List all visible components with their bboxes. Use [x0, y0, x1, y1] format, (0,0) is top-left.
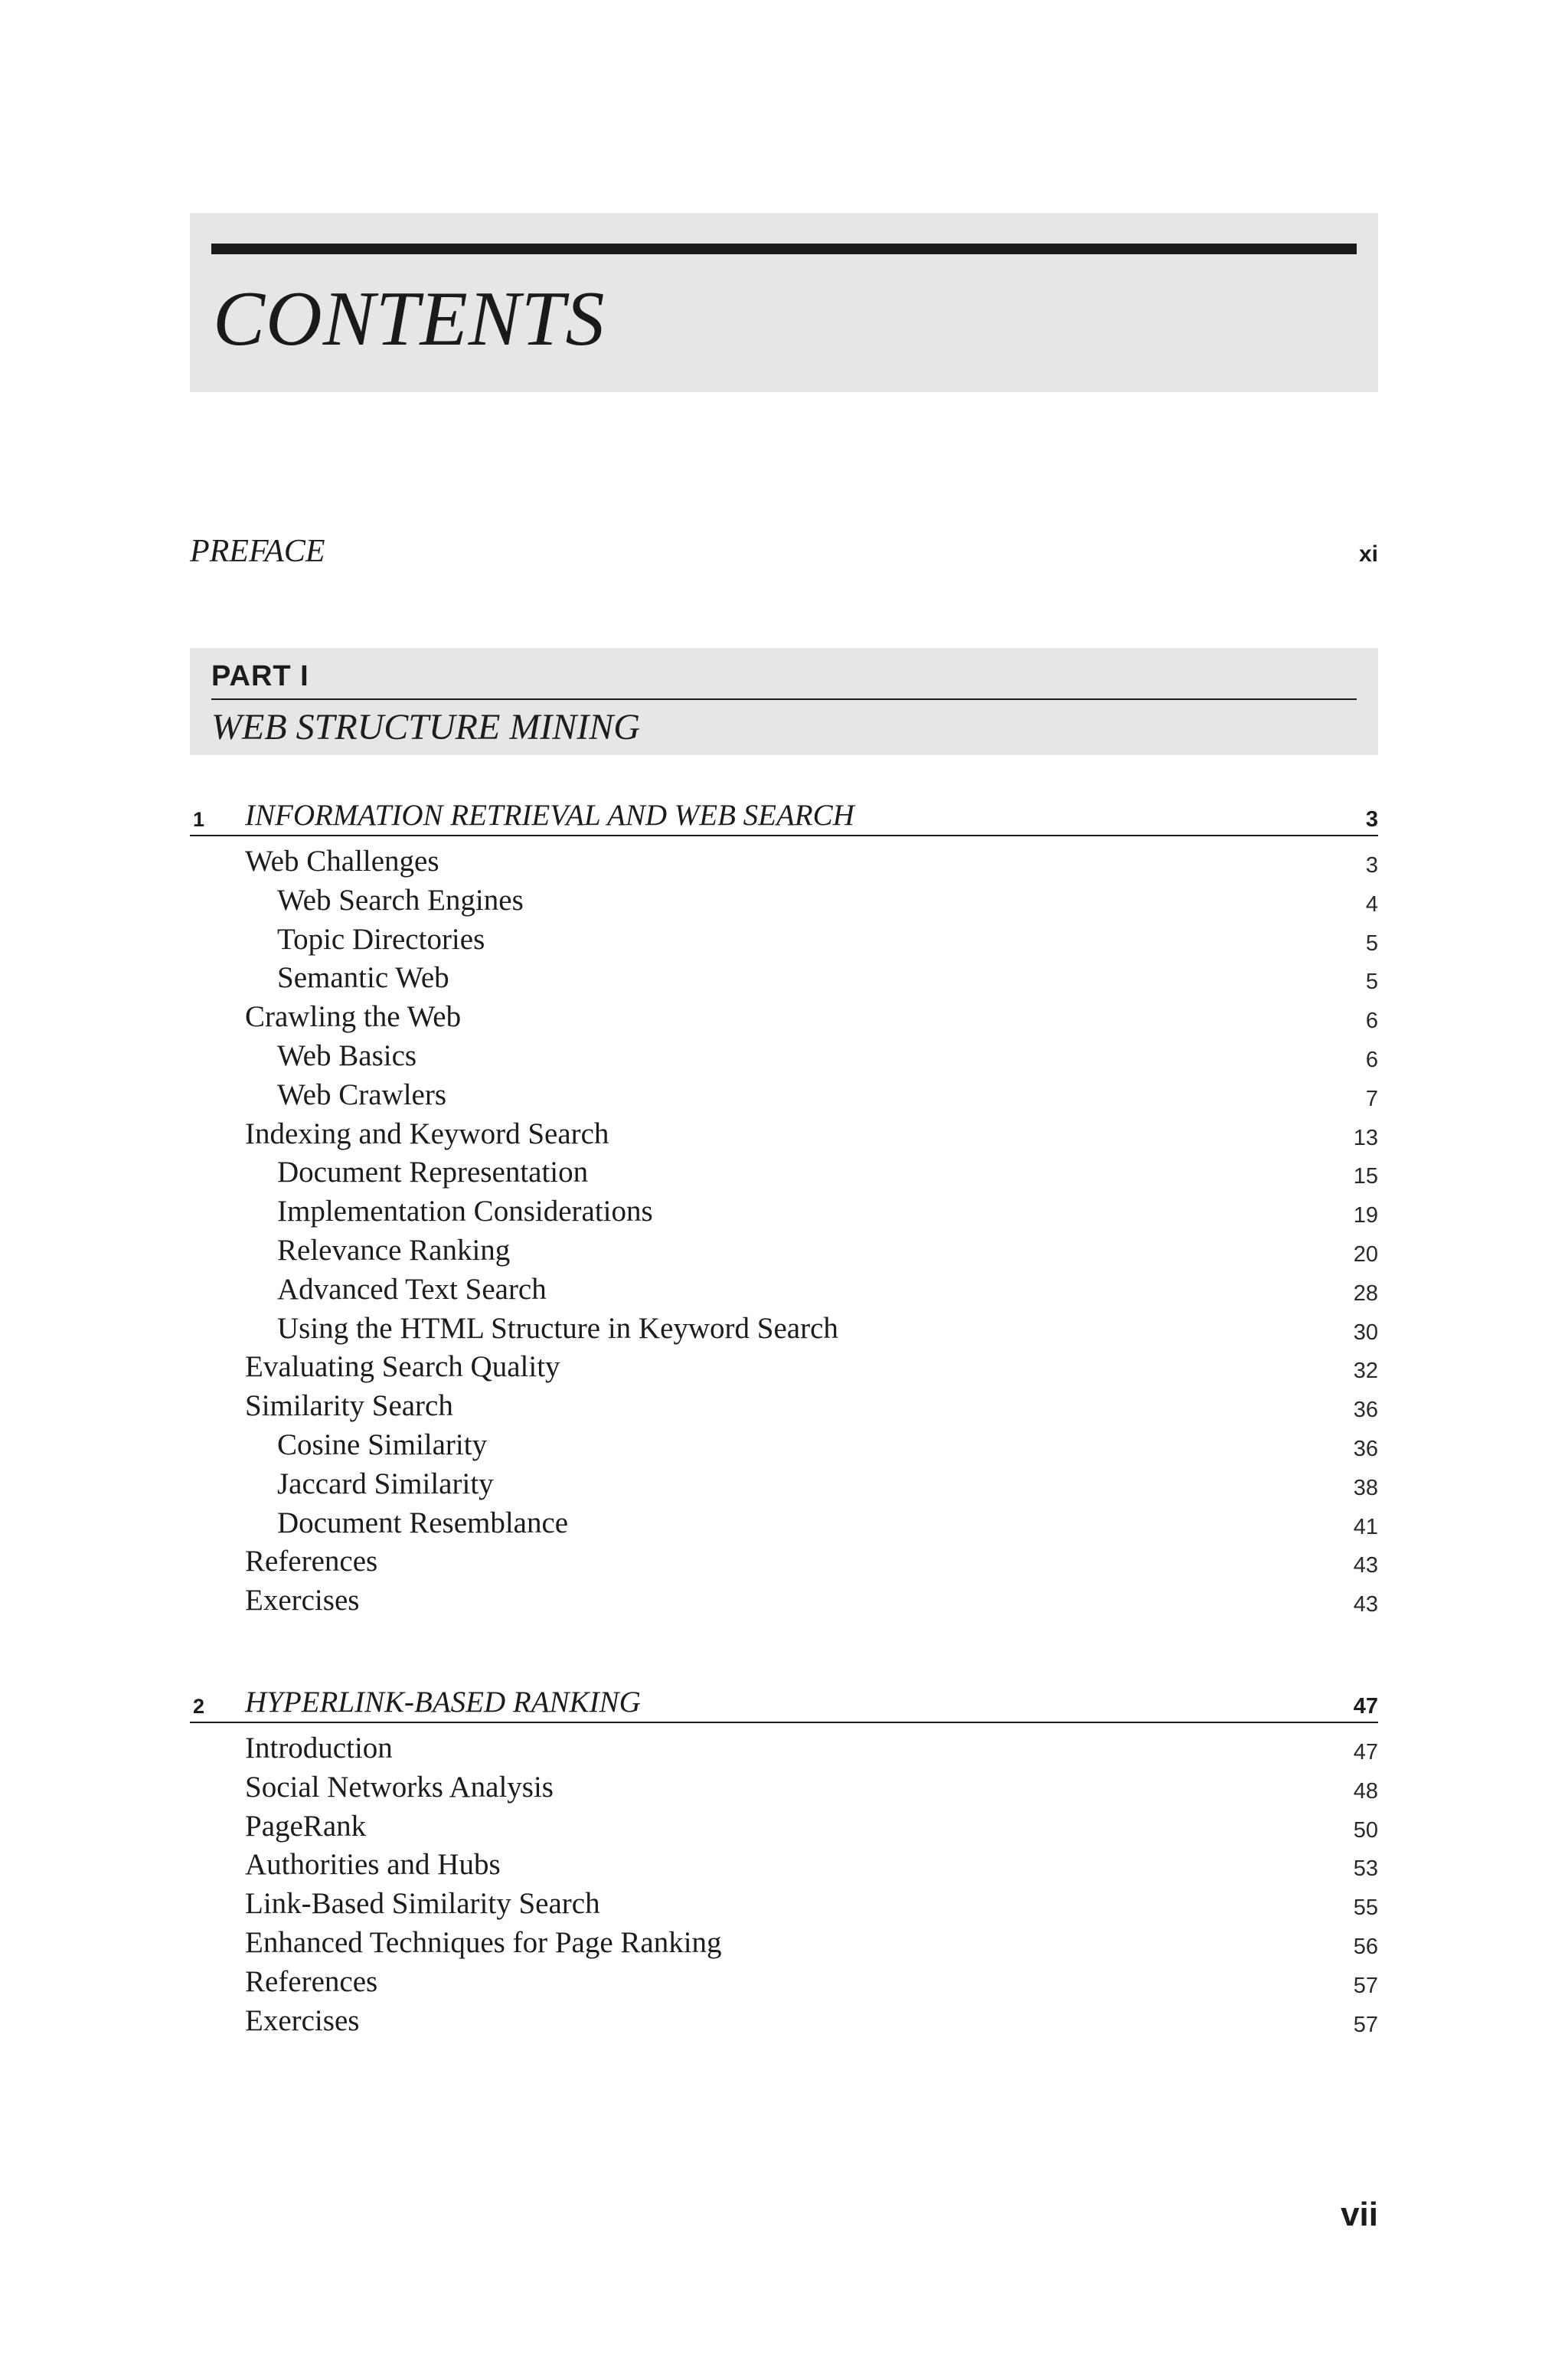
toc-entry-page-number: 5	[1365, 931, 1378, 956]
toc-entry-title: Indexing and Keyword Search	[245, 1117, 609, 1150]
toc-entry-page-number: 57	[1353, 1973, 1378, 1998]
toc-entry[interactable]	[190, 1310, 1378, 1349]
header-rule	[211, 244, 1357, 254]
toc-entry-page-number: 41	[1353, 1514, 1378, 1539]
toc-entry[interactable]	[190, 1807, 1378, 1846]
toc-entry-page-number: 7	[1365, 1086, 1378, 1111]
toc-entry[interactable]	[190, 1963, 1378, 2002]
toc-entry-page-number: 32	[1353, 1359, 1378, 1384]
chapter-number: 2	[193, 1695, 205, 1718]
toc-entry-title: Introduction	[245, 1732, 393, 1765]
toc-entry-page-number: 28	[1353, 1280, 1378, 1306]
toc-entry-title: References	[245, 1964, 378, 1998]
toc-entry[interactable]	[190, 1426, 1378, 1465]
chapter-2	[190, 1683, 1378, 2040]
toc-entry-title: Authorities and Hubs	[245, 1848, 501, 1882]
toc-entry[interactable]	[190, 2002, 1378, 2041]
toc-entry-preface[interactable]	[190, 530, 1378, 573]
toc-entry-page-number: 20	[1353, 1241, 1378, 1267]
toc-entry[interactable]	[190, 1465, 1378, 1504]
toc-entry-page-number: 38	[1353, 1475, 1378, 1500]
toc-entry[interactable]	[190, 1387, 1378, 1426]
toc-entry-title: Web Search Engines	[277, 883, 524, 917]
toc-entry-page-number: 3	[1365, 853, 1378, 878]
toc-entry[interactable]	[190, 1542, 1378, 1581]
toc-entry-title: Jaccard Similarity	[277, 1467, 494, 1500]
toc-entry-title: Enhanced Techniques for Page Ranking	[245, 1925, 722, 1959]
toc-entry[interactable]	[190, 1076, 1378, 1115]
chapter-title: INFORMATION RETRIEVAL AND WEB SEARCH	[245, 799, 854, 832]
toc-entry[interactable]	[190, 959, 1378, 998]
chapter-heading[interactable]	[190, 796, 1378, 836]
part-label: PART I	[211, 660, 309, 692]
toc-entry-page-number: 57	[1353, 2012, 1378, 2037]
toc-entry-title: Crawling the Web	[245, 1000, 462, 1034]
toc-entry-page-number: 50	[1353, 1817, 1378, 1843]
toc-entry-page-number: 30	[1353, 1320, 1378, 1345]
toc-entry-title: Using the HTML Structure in Keyword Search	[277, 1311, 838, 1345]
toc-entry-title: Semantic Web	[277, 961, 449, 995]
chapter-number: 1	[193, 808, 205, 831]
toc-entry[interactable]	[190, 1846, 1378, 1885]
toc-entry[interactable]	[190, 1037, 1378, 1076]
chapter-page-number: 3	[1365, 807, 1378, 832]
toc-entry-page-number: 15	[1353, 1164, 1378, 1189]
toc-entry[interactable]	[190, 1115, 1378, 1154]
chapter-title: HYPERLINK-BASED RANKING	[245, 1686, 641, 1719]
toc-entry[interactable]	[190, 1192, 1378, 1231]
toc-entry-page-number: 5	[1365, 970, 1378, 995]
toc-entry[interactable]	[190, 1504, 1378, 1543]
chapter-entries	[190, 1723, 1378, 2040]
part-header-box	[190, 648, 1378, 755]
chapter-entries	[190, 836, 1378, 1621]
toc-entry-title: Web Basics	[277, 1038, 417, 1072]
toc-entry-page-number: 43	[1353, 1592, 1378, 1617]
part-rule	[211, 698, 1357, 700]
preface-page-number: xi	[1358, 541, 1378, 567]
toc-entry-title: Social Networks Analysis	[245, 1770, 554, 1804]
preface-label: PREFACE	[190, 534, 325, 569]
chapter-heading[interactable]	[190, 1683, 1378, 1723]
toc-entry[interactable]	[190, 1348, 1378, 1387]
page-folio: vii	[1341, 2196, 1378, 2233]
toc-entry[interactable]	[190, 1581, 1378, 1621]
chapter-page-number: 47	[1353, 1694, 1378, 1719]
toc-entry-page-number: 55	[1353, 1895, 1378, 1921]
toc-entry-title: References	[245, 1545, 378, 1578]
toc-entry-title: Relevance Ranking	[277, 1233, 511, 1267]
toc-entry-title: Cosine Similarity	[277, 1428, 488, 1461]
toc-entry-page-number: 36	[1353, 1398, 1378, 1423]
toc-entry-page-number: 56	[1353, 1934, 1378, 1959]
toc-entry-page-number: 4	[1365, 891, 1378, 917]
toc-entry[interactable]	[190, 881, 1378, 921]
toc-entry[interactable]	[190, 1924, 1378, 1963]
toc-entry[interactable]	[190, 1153, 1378, 1192]
toc-entry-title: Document Representation	[277, 1156, 589, 1189]
page-title: CONTENTS	[213, 276, 606, 362]
toc-entry[interactable]	[190, 1768, 1378, 1807]
toc-entry[interactable]	[190, 1231, 1378, 1271]
toc-entry-page-number: 48	[1353, 1778, 1378, 1804]
toc-entry-page-number: 13	[1353, 1125, 1378, 1150]
toc-entry[interactable]	[190, 921, 1378, 960]
toc-entry-page-number: 47	[1353, 1740, 1378, 1765]
toc-entry-page-number: 43	[1353, 1553, 1378, 1578]
toc-entry-title: Similarity Search	[245, 1389, 453, 1423]
toc-entry-title: Advanced Text Search	[277, 1272, 547, 1306]
toc-entry[interactable]	[190, 842, 1378, 881]
toc-entry-title: Topic Directories	[277, 922, 485, 956]
toc-entry[interactable]	[190, 1885, 1378, 1924]
toc-entry[interactable]	[190, 1271, 1378, 1310]
toc-entry-page-number: 19	[1353, 1203, 1378, 1228]
toc-entry[interactable]	[190, 1729, 1378, 1768]
toc-entry-title: Link-Based Similarity Search	[245, 1887, 600, 1921]
toc-entry[interactable]	[190, 998, 1378, 1037]
toc-entry-page-number: 6	[1365, 1009, 1378, 1034]
chapter-1	[190, 796, 1378, 1621]
toc-entry-title: Exercises	[245, 2003, 360, 2037]
toc-entry-title: Implementation Considerations	[277, 1195, 653, 1228]
contents-header-box	[190, 213, 1378, 392]
toc-entry-page-number: 53	[1353, 1856, 1378, 1882]
toc-entry-title: Web Challenges	[245, 845, 439, 878]
toc-entry-title: Web Crawlers	[277, 1078, 447, 1111]
toc-entry-title: Document Resemblance	[277, 1506, 569, 1539]
toc-entry-title: Exercises	[245, 1584, 360, 1617]
toc-entry-page-number: 6	[1365, 1047, 1378, 1072]
part-title: WEB STRUCTURE MINING	[211, 707, 640, 747]
toc-entry-page-number: 36	[1353, 1436, 1378, 1461]
toc-entry-title: Evaluating Search Quality	[245, 1350, 560, 1384]
toc-entry-title: PageRank	[245, 1809, 367, 1843]
